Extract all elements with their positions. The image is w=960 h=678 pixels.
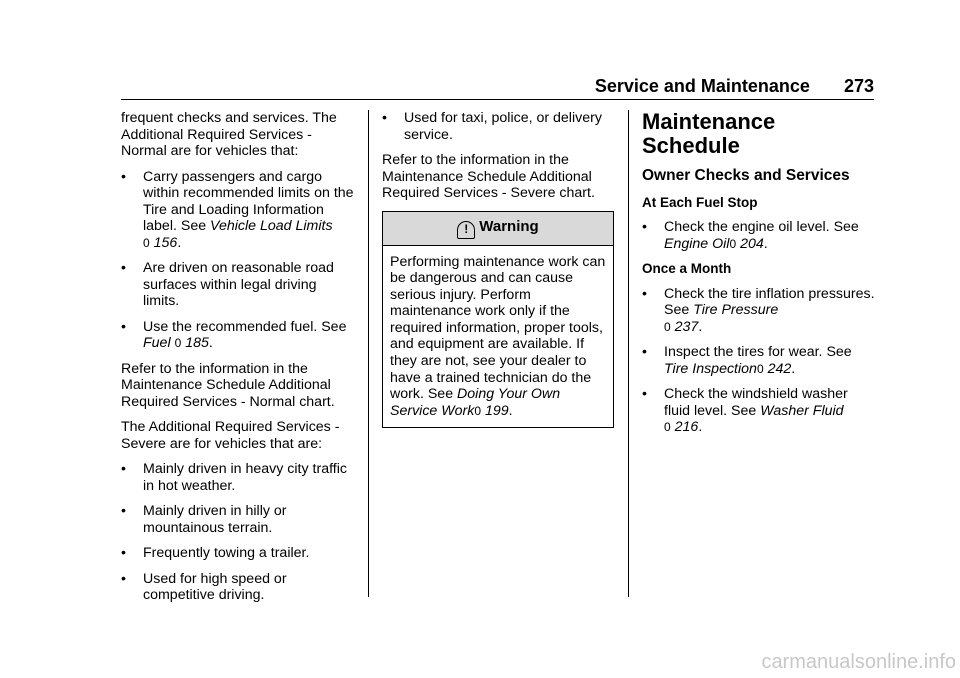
page-ref[interactable]: 199: [485, 402, 509, 419]
cross-reference-link[interactable]: Tire Inspection: [664, 360, 757, 377]
page-ref[interactable]: 216: [674, 419, 699, 435]
page-ref-icon: 0: [664, 420, 671, 434]
list-item: • Mainly driven in hilly or mountainous terrain.: [121, 503, 287, 536]
column-1: [121, 110, 356, 613]
page-ref[interactable]: 242: [767, 360, 792, 377]
bullet-icon: •: [642, 344, 647, 360]
section-heading: Maintenance Schedule: [642, 109, 776, 158]
bullet-icon: •: [121, 318, 126, 335]
cross-reference-link[interactable]: Tire Pressure: [693, 302, 779, 318]
bullet-icon: •: [642, 386, 647, 402]
column-3: [642, 110, 877, 445]
list-item: • Used for high speed or competitive driving.: [121, 570, 287, 603]
list-item: • Check the engine oil level. See Engine Oil0 204.: [642, 219, 859, 252]
list-item: • Check the windshield washer fluid level. See Washer Fluid 0 216.: [642, 386, 848, 435]
page-ref-icon: 0: [756, 361, 764, 376]
bullet-icon: •: [121, 570, 126, 587]
list-item: • Used for taxi, police, or delivery service.: [382, 110, 602, 143]
page-ref[interactable]: 237: [674, 318, 699, 335]
bullet-icon: •: [121, 461, 126, 477]
subsection-heading: Owner Checks and Services: [642, 167, 850, 184]
page-ref-icon: 0: [174, 336, 182, 350]
page-ref-icon: 0: [474, 403, 482, 418]
page-ref-icon: 0: [143, 235, 150, 250]
list-item: • Inspect the tires for wear. See Tire Inspection0 242.: [642, 344, 852, 377]
paragraph: Refer to the information in the Maintenance Schedule Additional Required Services - Normal chart.: [121, 360, 335, 410]
list-item: • Mainly driven in heavy city traffic in hot weather.: [121, 461, 347, 494]
bullet-icon: •: [121, 503, 126, 519]
paragraph: Refer to the information in the Maintenance Schedule Additional Required Services - Severe chart.: [382, 152, 595, 201]
list-item: • Carry passengers and cargo within recommended limits on the Tire and Loading Information label. See Vehicle Load Limits 0 156.: [121, 168, 354, 251]
bullet-icon: •: [642, 219, 647, 235]
paragraph: frequent checks and services. The Additional Required Services - Normal are for vehicles that:: [121, 110, 337, 159]
bullet-icon: •: [121, 260, 126, 276]
page-ref[interactable]: 156: [153, 234, 178, 251]
column-divider: [368, 110, 369, 597]
list-item: • Frequently towing a trailer.: [121, 545, 310, 561]
page-header: [121, 71, 874, 97]
page-number: 273: [843, 76, 874, 96]
warning-box: [382, 211, 614, 429]
warning-body: Performing maintenance work can be dangerous and can cause serious injury. Perform maintenance work only if the required information, proper tools, and equipment are available. If they are not, see your dealer to have a trained technician do the work. See Doing Your Own Service Work0 199.: [390, 253, 606, 419]
warning-title: Warning: [479, 217, 539, 235]
column-2: [382, 110, 614, 428]
cross-reference-link[interactable]: Washer Fluid: [760, 402, 844, 419]
section-title: Service and Maintenance: [594, 76, 810, 96]
sub-heading: At Each Fuel Stop: [642, 194, 758, 210]
bullet-icon: •: [382, 110, 387, 126]
list-item: • Check the tire inflation pressures. See Tire Pressure 0 237.: [642, 285, 875, 335]
paragraph: The Additional Required Services - Severe are for vehicles that are:: [121, 419, 340, 452]
bullet-icon: •: [121, 545, 126, 561]
cross-reference-link[interactable]: Fuel: [143, 335, 171, 351]
page-ref-icon: 0: [664, 319, 671, 334]
page-ref[interactable]: 204: [740, 235, 764, 252]
bullet-icon: •: [642, 285, 647, 302]
page-ref-icon: 0: [729, 236, 737, 251]
warning-header: [383, 212, 613, 246]
sub-heading: Once a Month: [642, 261, 732, 276]
warning-icon: !: [457, 221, 475, 239]
header-divider: [121, 99, 874, 100]
page-ref[interactable]: 185: [185, 335, 209, 351]
watermark: carmanualsonline.info: [761, 651, 956, 673]
list-item: • Are driven on reasonable road surfaces within legal driving limits.: [121, 260, 334, 309]
column-divider: [628, 110, 629, 597]
cross-reference-link[interactable]: Engine Oil: [664, 235, 730, 252]
cross-reference-link[interactable]: Doing Your Own Service Work: [390, 386, 561, 419]
cross-reference-link[interactable]: Vehicle Load Limits: [210, 218, 333, 234]
list-item: • Use the recommended fuel. See Fuel 0 185.: [121, 318, 347, 351]
bullet-icon: •: [121, 168, 126, 185]
